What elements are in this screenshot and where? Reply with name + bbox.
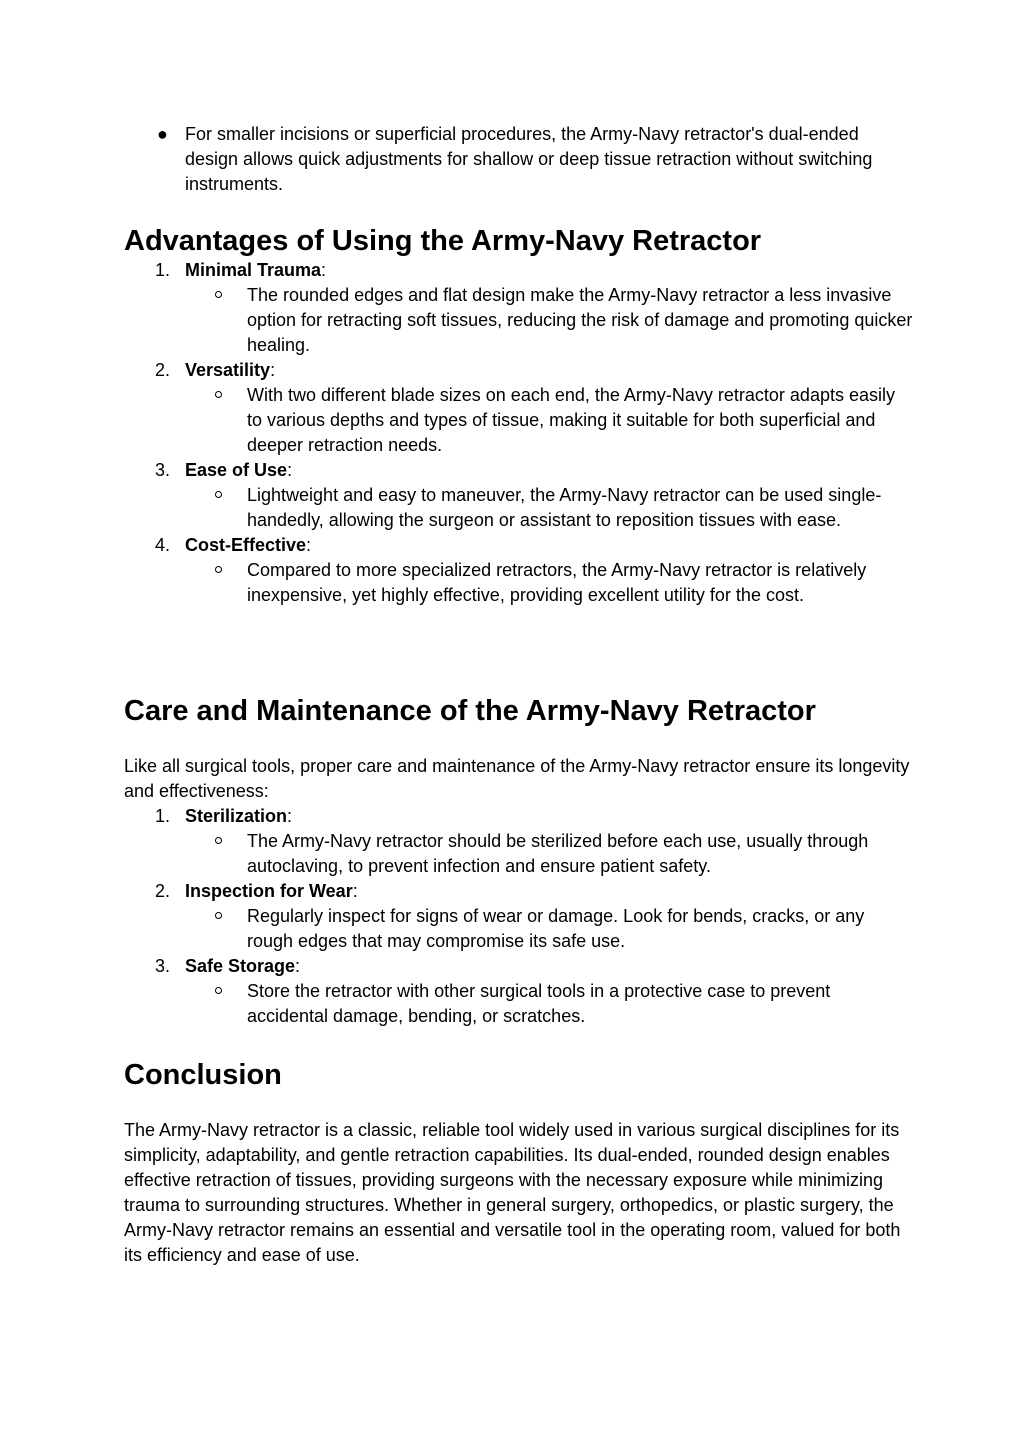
item-detail: Compared to more specialized retractors, the Army-Navy retractor is relatively inexpensive, yet highly effective, providing excellent utility for the cost. <box>247 560 867 605</box>
list-number: 3. <box>155 956 171 976</box>
colon: : <box>270 360 276 380</box>
colon: : <box>321 260 327 280</box>
sub-list <box>185 829 914 879</box>
conclusion-text: The Army-Navy retractor is a classic, reliable tool widely used in various surgical disciplines for its simplicity, adaptability, and gentle retraction capabilities. Its dual-ended, rounded design enables effective retraction of tissues, providing surgeons with the necessary exposure while minimizing trauma to surrounding structures. Whether in general surgery, orthopedics, or plastic surgery, the Army-Navy retractor remains an essential and versatile tool in the operating room, valued for both its efficiency and ease of use. <box>124 1120 901 1265</box>
sub-list <box>185 558 914 608</box>
list-item <box>124 458 914 533</box>
list-item <box>124 879 914 954</box>
colon: : <box>287 806 293 826</box>
list-item <box>185 904 914 954</box>
colon: : <box>352 881 358 901</box>
list-item <box>185 558 914 608</box>
sub-list <box>185 483 914 533</box>
item-title: Inspection for Wear <box>185 881 353 901</box>
care-intro: Like all surgical tools, proper care and maintenance of the Army-Navy retractor ensure its longevity and effectiveness: <box>124 756 910 801</box>
conclusion-heading: Conclusion <box>124 1059 282 1091</box>
hollow-bullet-icon <box>215 987 222 994</box>
document-body <box>124 122 914 1268</box>
list-item <box>124 358 914 458</box>
sub-list <box>185 283 914 358</box>
list-number: 1. <box>155 806 171 826</box>
list-item <box>124 122 914 197</box>
item-title: Minimal Trauma <box>185 260 322 280</box>
hollow-bullet-icon <box>215 391 222 398</box>
list-item <box>185 979 914 1029</box>
colon: : <box>295 956 301 976</box>
item-detail: The Army-Navy retractor should be sterilized before each use, usually through autoclaving, to prevent infection and ensure patient safety. <box>247 831 869 876</box>
hollow-bullet-icon <box>215 566 222 573</box>
list-item <box>124 258 914 358</box>
item-title: Cost-Effective <box>185 535 307 555</box>
list-item <box>185 483 914 533</box>
hollow-bullet-icon <box>215 912 222 919</box>
intro-bullet-text: For smaller incisions or superficial procedures, the Army-Navy retractor's dual-ended design allows quick adjustments for shallow or deep tissue retraction without switching instruments. <box>185 124 873 194</box>
item-detail: Store the retractor with other surgical tools in a protective case to prevent accidental damage, bending, or scratches. <box>247 981 831 1026</box>
care-heading: Care and Maintenance of the Army-Navy Retractor <box>124 695 816 727</box>
list-item <box>124 533 914 608</box>
item-detail: The rounded edges and flat design make the Army-Navy retractor a less invasive option for retracting soft tissues, reducing the risk of damage and promoting quicker healing. <box>247 285 913 355</box>
list-number: 2. <box>155 360 171 380</box>
sub-list <box>185 979 914 1029</box>
advantages-heading: Advantages of Using the Army-Navy Retractor <box>124 225 762 257</box>
hollow-bullet-icon <box>215 291 222 298</box>
colon: : <box>287 460 293 480</box>
sub-list <box>185 904 914 954</box>
advantages-list <box>124 258 914 608</box>
list-item <box>124 804 914 879</box>
item-title: Safe Storage <box>185 956 296 976</box>
list-item <box>185 829 914 879</box>
care-list <box>124 804 914 1029</box>
intro-bullet-list <box>124 122 914 197</box>
hollow-bullet-icon <box>215 491 222 498</box>
list-number: 4. <box>155 535 171 555</box>
bullet-icon: ● <box>157 124 168 144</box>
item-title: Ease of Use <box>185 460 288 480</box>
item-detail: Lightweight and easy to maneuver, the Army-Navy retractor can be used single-handedly, allowing the surgeon or assistant to reposition tissues with ease. <box>247 485 882 530</box>
item-detail: Regularly inspect for signs of wear or damage. Look for bends, cracks, or any rough edges that may compromise its safe use. <box>247 906 865 951</box>
list-number: 1. <box>155 260 171 280</box>
list-number: 3. <box>155 460 171 480</box>
list-item <box>124 954 914 1029</box>
item-title: Sterilization <box>185 806 288 826</box>
sub-list <box>185 383 914 458</box>
colon: : <box>306 535 312 555</box>
list-number: 2. <box>155 881 171 901</box>
hollow-bullet-icon <box>215 837 222 844</box>
item-title: Versatility <box>185 360 271 380</box>
list-item <box>185 283 914 358</box>
item-detail: With two different blade sizes on each end, the Army-Navy retractor adapts easily to various depths and types of tissue, making it suitable for both superficial and deeper retraction needs. <box>247 385 895 455</box>
list-item <box>185 383 914 458</box>
